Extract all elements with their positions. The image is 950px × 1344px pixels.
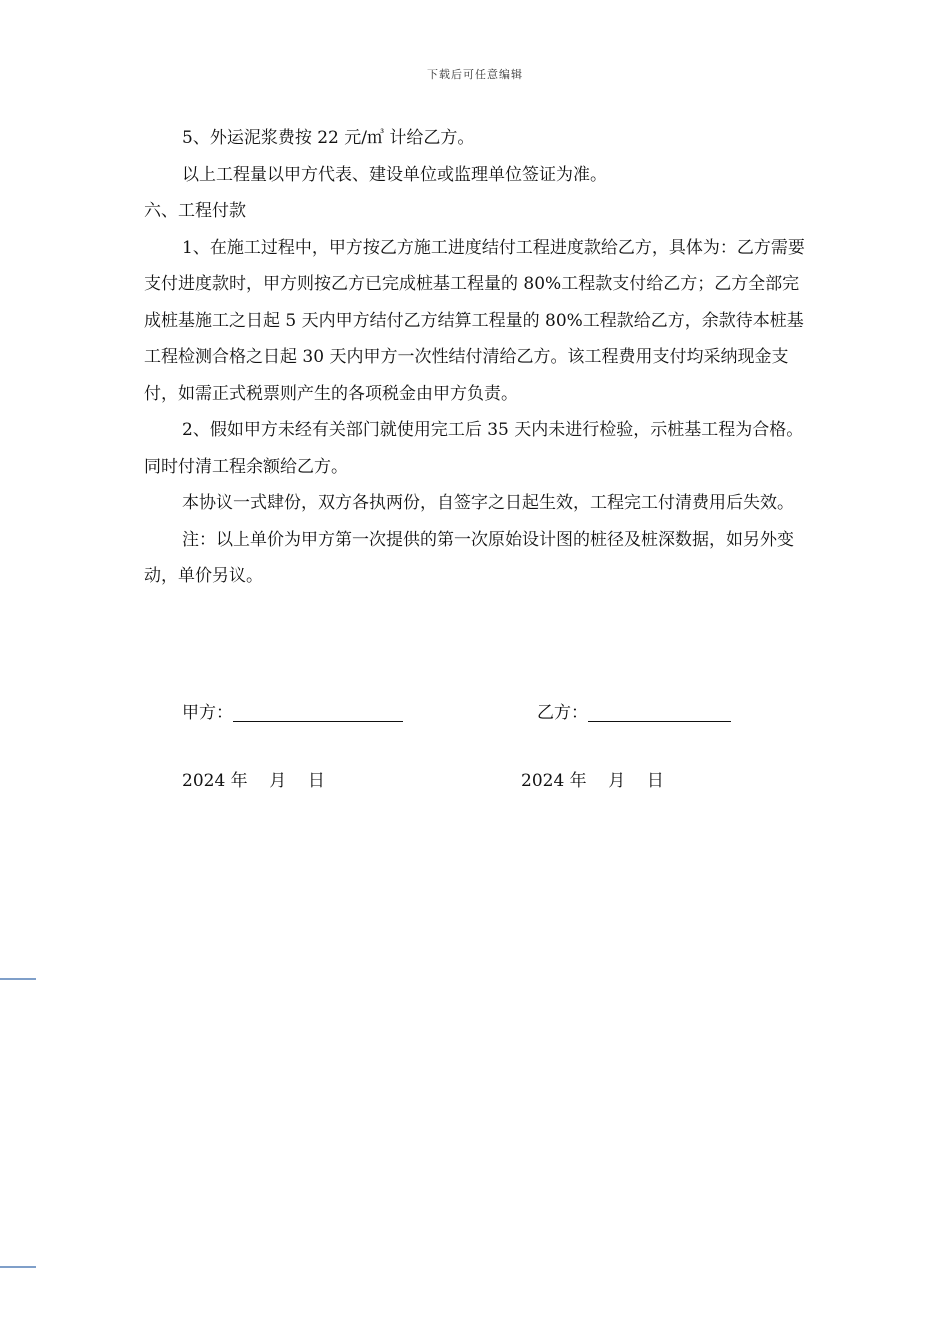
paragraph-payment-2: 2、假如甲方未经有关部门就使用完工后 35 天内未进行检验，示桩基工程为合格。同时付清工程余额给乙方。 (144, 420, 804, 477)
page-edge-mark (0, 978, 36, 980)
party-a-label: 甲方： (182, 703, 233, 723)
section-heading-payment: 六、工程付款 (144, 201, 246, 221)
header-note: 下载后可任意编辑 (427, 68, 523, 81)
page-edge-mark (0, 1266, 36, 1268)
paragraph-agreement-copies: 本协议一式肆份，双方各执两份，自签字之日起生效，工程完工付清费用后失效。 (182, 493, 794, 513)
paragraph-payment-1: 1、在施工过程中，甲方按乙方施工进度结付工程进度款给乙方，具体为：乙方需要支付进度款时，甲方则按乙方已完成桩基工程量的 80%工程款支付给乙方；乙方全部完成桩基施工之日起 5 天内甲方结付乙方结算工程量的 80%工程款给乙方，余款待本桩基工程检测合格之日起 30 天内甲方一次性结付清给乙方。该工程费用支付均采纳现金支付，如需正式税票则产生的各项税金由甲方负责。 (144, 237, 805, 404)
party-a-signature-line (233, 703, 403, 722)
paragraph-quantity-basis: 以上工程量以甲方代表、建设单位或监理单位签证为准。 (182, 164, 607, 185)
party-b-label: 乙方： (537, 703, 588, 723)
party-b-signature (537, 698, 731, 723)
party-a-signature (182, 698, 403, 723)
party-b-date: 2024 年 月 日 (521, 771, 664, 791)
paragraph-slurry-fee: 5、外运泥浆费按 22 元/㎥ 计给乙方。 (182, 128, 475, 148)
document-body (144, 120, 814, 595)
party-a-date: 2024 年 月 日 (182, 771, 325, 791)
paragraph-note: 注：以上单价为甲方第一次提供的第一次原始设计图的桩径及桩深数据，如另外变动，单价另议。 (144, 529, 794, 586)
party-b-signature-line (588, 703, 731, 722)
